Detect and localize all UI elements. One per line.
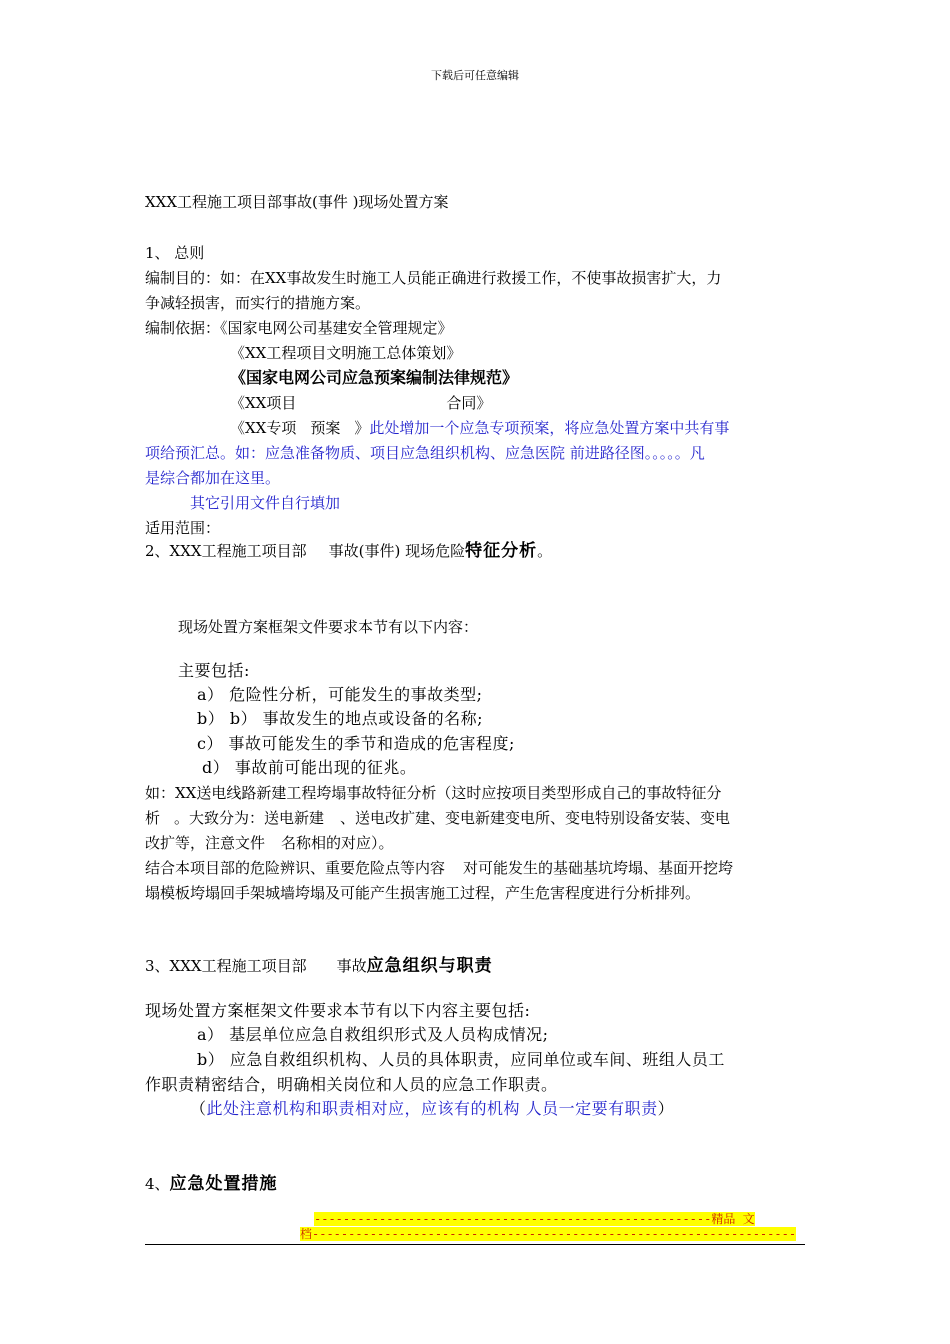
example-line-3 [145, 833, 394, 853]
example-line-2-b: 。大致分为：送电新建 [174, 809, 325, 827]
section-3-item-b-line-1: b） 应急自救组织机构、人员的具体职责，应同单位或车间、班组人员工 [197, 1050, 725, 1069]
basis-ref-4-a: 《XX项目 [230, 394, 297, 412]
basis-ref-3: 《国家电网公司应急预案编制法律规范》 [230, 368, 519, 387]
purpose-line-1: 编制目的：如：在XX事故发生时施工人员能正确进行救援工作，不使事故损害扩大，力 [145, 269, 722, 287]
basis-ref-2: 《XX工程项目文明施工总体策划》 [230, 344, 462, 362]
section-3-note-text: 此处注意机构和职责相对应，应该有的机构 人员一定要有职责 [206, 1099, 658, 1118]
combination-line-1 [145, 858, 733, 878]
section-4-heading-a: 4、 [145, 1175, 170, 1193]
section-3-intro: 现场处置方案框架文件要求本节有以下内容主要包括: [145, 1001, 531, 1020]
section-3-heading-c: 应急组织与职责 [366, 956, 493, 976]
basis-line-1 [145, 318, 453, 338]
basis-ref-4 [230, 393, 491, 413]
section-4-heading [145, 1174, 278, 1194]
section-1-heading: 1、 总则 [145, 244, 205, 262]
example-line-2 [145, 808, 730, 828]
combination-line-1-a: 结合本项目部的危险辨识、重要危险点等内容 [145, 859, 446, 877]
section-2-heading [145, 541, 552, 561]
section-3-heading-b: 事故 [336, 957, 367, 975]
section-3-note-close: ） [657, 1099, 675, 1118]
basis-label: 编制依据： [145, 319, 221, 337]
basis-ref-5-a: 《XX专项 [230, 419, 297, 437]
basis-ref-5 [230, 418, 729, 438]
basis-ref-4-b: 合同》 [446, 394, 492, 412]
basis-ref-1: 《国家电网公司基建安全管理规定》 [220, 319, 453, 337]
section-3-note-open: （ [190, 1099, 207, 1118]
section-2-heading-d: 。 [537, 542, 553, 560]
section-3-item-b-line-2: 作职责精密结合，明确相关岗位和人员的应急工作职责。 [145, 1075, 558, 1094]
basis-note-line-2: 项给预汇总。如：应急准备物质、项目应急组织机构、应急医院 前进路径图。。。。。凡 [145, 444, 705, 462]
example-line-1: 如：XX送电线路新建工程垮塌事故特征分析（这时应按项目类型形成自己的事故特征分 [145, 784, 722, 802]
combination-line-2: 塌模板垮塌回手架城墙垮塌及可能产生损害施工过程，产生危害程度进行分析排列。 [145, 884, 701, 902]
section-2-main: 主要包括: [178, 661, 250, 680]
page-footer [300, 1212, 797, 1242]
section-3-note [190, 1098, 674, 1120]
basis-ref-5-c: 》 [354, 419, 370, 437]
section-2-item-c: c） 事故可能发生的季节和造成的危害程度; [197, 734, 515, 753]
section-3-heading-a: 3、XXX工程施工项目部 [145, 957, 307, 975]
section-4-heading-b: 应急处置措施 [169, 1174, 278, 1194]
footer-line-1: -------------------------------------------------------精品 文 [314, 1212, 755, 1226]
doc-title: XXX工程施工项目部事故(事件 )现场处置方案 [145, 193, 449, 211]
footer-line-2: 档------------------------------------------------------------------- [300, 1227, 797, 1241]
footer-divider [145, 1244, 805, 1245]
other-references: 其它引用文件自行填加 [190, 494, 341, 512]
page-header: 下载后可任意编辑 [431, 69, 519, 82]
combination-line-1-b: 对可能发生的基础基坑垮塌、基面开挖垮 [463, 859, 734, 877]
example-line-2-c: 、送电改扩建、变电新建变电所、变电特别设备安装、变电 [340, 809, 731, 827]
section-3-item-a: a） 基层单位应急自救组织形式及人员构成情况; [197, 1025, 549, 1044]
example-line-2-a: 析 [145, 809, 161, 827]
section-2-item-a: a） 危险性分析，可能发生的事故类型; [197, 685, 483, 704]
example-line-3-a: 改扩等，注意文件 [145, 834, 266, 852]
section-3-heading [145, 956, 493, 976]
section-2-intro: 现场处置方案框架文件要求本节有以下内容： [178, 618, 479, 636]
purpose-line-2: 争减轻损害，而实行的措施方案。 [145, 294, 371, 312]
section-2-item-b: b） b） 事故发生的地点或设备的名称; [197, 709, 484, 728]
basis-note-line-3: 是综合都加在这里。 [145, 469, 281, 487]
section-2-heading-c: 特征分析 [465, 541, 538, 561]
section-2-item-d: d） 事故前可能出现的征兆。 [202, 758, 417, 777]
section-2-heading-a: 2、XXX工程施工项目部 [145, 542, 307, 560]
section-2-heading-b: 事故(事件) 现场危险 [328, 542, 466, 560]
basis-ref-5-b: 预案 [310, 419, 341, 437]
example-line-3-b: 名称相的对应）。 [281, 834, 394, 852]
scope-label: 适用范围： [145, 519, 221, 537]
basis-note-line-1: 此处增加一个应急专项预案，将应急处置方案中共有事 [369, 419, 730, 437]
